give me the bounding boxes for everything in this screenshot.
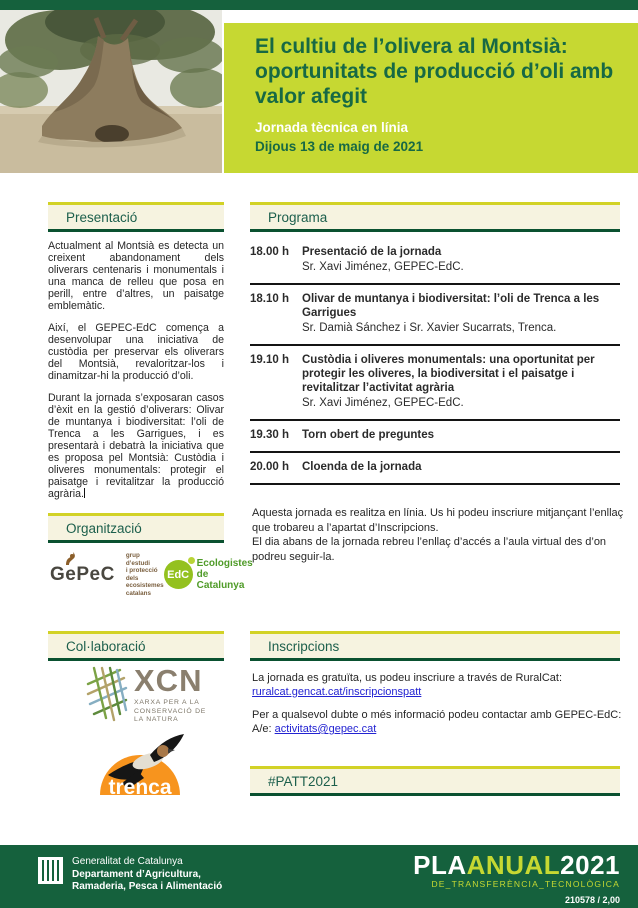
- xcn-subtitle: [134, 699, 206, 725]
- programa-item: [250, 421, 620, 453]
- section-heading-inscripcions: [250, 631, 620, 661]
- edc-dot-icon: [188, 557, 195, 564]
- pla-subtitle: DE_TRANSFERÈNCIA_TECNOLÒGICA: [431, 879, 620, 889]
- footer: [0, 845, 638, 908]
- gepec-logo: [50, 564, 115, 586]
- gencat-line: Generalitat de Catalunya: [72, 856, 183, 867]
- note-line: El dia abans de la jornada rebreu l’enllaç d’accés a l’aula virtual des d’on: [252, 536, 607, 548]
- paragraph-text: Durant la jornada s’exposaran casos d’èxit en la gestió d’oliverars: Olivar de muntanya i biodiversitat: l’oli de Trenca a les Garrigues, i es presentarà i debatrà la iniciativa que es proposa pel Montsià: Custòdia i oliveres monumentals: protegir el paisatge i revitalitzar la producció agrària.: [48, 392, 224, 500]
- gepec-tagline: [126, 552, 164, 597]
- presentacio-text: [48, 240, 224, 510]
- olive-tree-photo: [0, 10, 222, 173]
- inscripcions-line: La jornada es gratuïta, us podeu inscriure a través de RuralCat:: [252, 672, 563, 684]
- section-heading-label: Organització: [66, 521, 142, 536]
- text-cursor: [84, 488, 85, 498]
- generalitat-logo: [38, 857, 63, 884]
- programa-time: 19.10 h: [250, 354, 289, 366]
- inscripcions-text: [252, 671, 624, 736]
- programa-time: 18.00 h: [250, 246, 289, 258]
- programa-title: Presentació de la jornada: [302, 246, 442, 258]
- paragraph: [48, 392, 224, 500]
- programa-title: Olivar de muntanya i biodiversitat: l’oli de Trenca a les Garrigues: [302, 293, 600, 319]
- inscripcions-line: Per a qualsevol dubte o més informació podeu contactar amb GEPEC-EdC:: [252, 709, 622, 721]
- gepec-wordmark: GePeC: [50, 563, 115, 585]
- top-accent-bar: [0, 0, 638, 10]
- programa-item: [250, 453, 620, 485]
- programa-speaker: Sr. Xavi Jiménez, GEPEC-EdC.: [302, 261, 464, 273]
- section-heading-label: Col·laboració: [66, 639, 146, 654]
- programa-speaker: Sr. Xavi Jiménez, GEPEC-EdC.: [302, 397, 464, 409]
- trenca-bird-icon: [94, 731, 186, 809]
- programa-title: Torn obert de preguntes: [302, 429, 435, 441]
- pla-year: 2021: [560, 850, 620, 880]
- programa-item: [250, 285, 620, 346]
- gepec-tagline-line: catalans: [125, 589, 152, 597]
- section-heading-label: Presentació: [66, 210, 138, 225]
- organitzacio-logos: [50, 552, 253, 597]
- ruralcat-link[interactable]: ruralcat.gencat.cat/inscripcionspatt: [252, 686, 422, 698]
- section-heading-programa: [250, 202, 620, 232]
- edc-abbr: EdC: [167, 568, 190, 581]
- edc-label: [197, 558, 253, 591]
- paragraph: Actualment al Montsià es detecta un creixent abandonament dels oliverars centenaris i monumentals i una manca de relleu que posa en perill, entre d’altres, un paisatge emblemàtic.: [48, 240, 224, 312]
- pla-word: PLA: [413, 850, 467, 880]
- xcn-abbr: XCN: [134, 663, 203, 698]
- note-line: podreu seguir-la.: [252, 550, 335, 563]
- pla-anual-logo: [413, 852, 620, 905]
- programa-list: [250, 238, 620, 485]
- programa-time: 19.30 h: [250, 429, 289, 441]
- edc-label-line: Ecologistes: [196, 558, 253, 569]
- programa-item: [250, 346, 620, 421]
- programa-title: Cloenda de la jornada: [302, 461, 422, 473]
- event-date: Dijous 13 de maig de 2021: [255, 139, 424, 154]
- svg-text:trenca: trenca: [108, 776, 172, 799]
- gepec-tagline-line: i protecció: [125, 567, 158, 574]
- xcn-logo: [86, 663, 207, 725]
- programa-speaker: Sr. Damià Sánchez i Sr. Xavier Sucarrats, Trenca.: [302, 322, 557, 334]
- xcn-hatch-icon: [86, 666, 128, 724]
- edc-label-line: de Catalunya: [196, 569, 245, 591]
- note-line: Aquesta jornada es realitza en línia. Us hi podeu inscriure mitjançant l’enllaç: [252, 507, 624, 519]
- programa-title: Custòdia i oliveres monumentals: una oportunitat per protegir les oliveres, la biodiversitat i el paisatge i revitalitzar l’activitat agrària: [302, 354, 595, 394]
- section-heading-organitzacio: [48, 513, 224, 543]
- gepec-tagline-line: dels ecosistemes: [125, 574, 164, 589]
- page-title: El cultiu de l’olivera al Montsià: oportunitats de producció d’oli amb valor afegit: [255, 35, 614, 108]
- paragraph: Així, el GEPEC-EdC comença a desenvolupar una iniciativa de custòdia per preservar els oliverars del Montsià, revaloritzar-los i dinamitzar-hi la producció d’oli.: [48, 322, 224, 382]
- event-type: Jornada tècnica en línia: [255, 120, 409, 135]
- gencat-line: Departament d’Agricultura,: [72, 868, 201, 880]
- hashtag-label: #PATT2021: [268, 774, 339, 789]
- note-line: que trobareu a l’apartat d’Inscripcions.: [252, 521, 439, 534]
- section-heading-collaboracio: [48, 631, 224, 661]
- email-link[interactable]: activitats@gepec.cat: [274, 723, 377, 735]
- section-heading-hashtag: [250, 766, 620, 796]
- programa-time: 20.00 h: [250, 461, 289, 473]
- gepec-tagline-line: grup d’estudi: [125, 552, 150, 567]
- edc-logo: [164, 560, 193, 589]
- online-note: [252, 506, 632, 564]
- section-heading-label: Inscripcions: [268, 639, 340, 654]
- email-prefix: A/e:: [252, 723, 275, 735]
- programa-time: 18.10 h: [250, 293, 289, 305]
- activity-code: 210578 / 2,00: [564, 895, 620, 905]
- programa-item: [250, 238, 620, 285]
- trenca-logo: [94, 731, 186, 809]
- xcn-subtitle-line: XARXA PER A LA: [134, 699, 200, 706]
- section-heading-presentacio: [48, 202, 224, 232]
- anual-word: ANUAL: [466, 850, 561, 880]
- olive-tree-illustration: [0, 10, 222, 173]
- xcn-subtitle-line: CONSERVACIÓ DE: [134, 707, 207, 715]
- gencat-line: Ramaderia, Pesca i Alimentació: [72, 881, 223, 892]
- gencat-department: [72, 856, 222, 894]
- header: [224, 23, 638, 173]
- gepec-squirrel-icon: [63, 552, 76, 566]
- xcn-subtitle-line: LA NATURA: [134, 716, 179, 723]
- section-heading-label: Programa: [268, 210, 328, 225]
